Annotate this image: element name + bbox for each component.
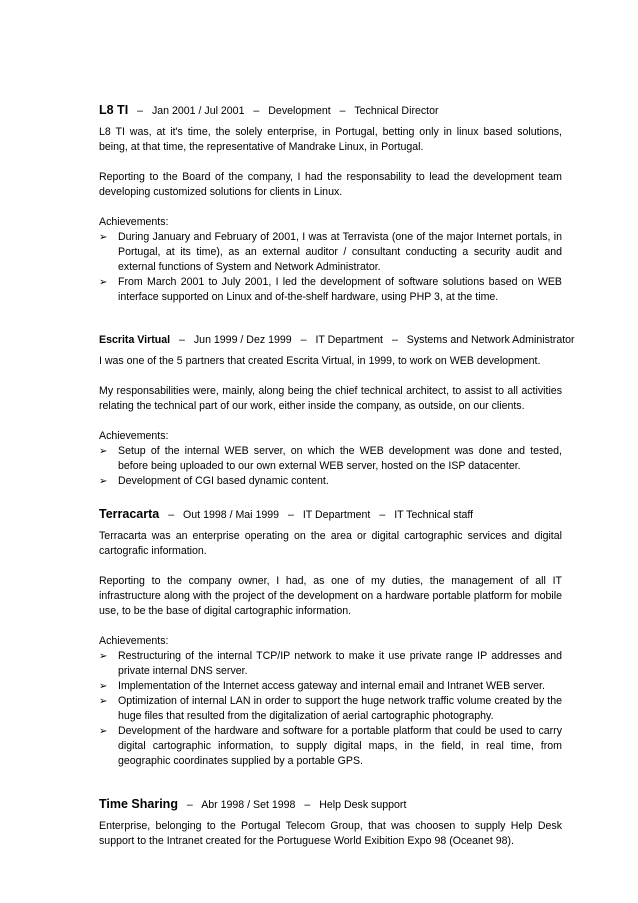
arrow-bullet-icon: ➢: [99, 232, 108, 243]
job-entry-time-sharing: [99, 797, 562, 849]
job-department: IT Department: [302, 509, 371, 521]
resume-content: [99, 103, 575, 867]
achievements-label: Achievements:: [99, 216, 169, 228]
achievements-list: [99, 230, 562, 305]
achievements-list: [99, 444, 562, 489]
job-entry-l8ti: [99, 103, 562, 305]
company-name: L8 TI: [99, 103, 129, 117]
job-department: Development: [268, 105, 331, 117]
job-department: IT Department: [315, 334, 383, 346]
job-entry-terracarta: [99, 507, 562, 769]
job-description: My responsabilities were, mainly, along being the chief technical architect, to assist to all activities relating the technical part of our work, either inside the company, as outside, on our clients.: [99, 385, 562, 412]
list-item: ➢ Optimization of internal LAN in order to support the huge network traffic volume created by the huge files that resulted from the digitalization of aerial cartographic photography.: [99, 695, 562, 722]
job-header: [99, 797, 562, 813]
job-period: Out 1998 / Mai 1999: [183, 509, 280, 521]
separator: –: [168, 509, 175, 521]
job-description: Terracarta was an enterprise operating on the area or digital cartographic services and digital cartografic information.: [99, 530, 562, 557]
list-item: ➢ Implementation of the Internet access gateway and internal email and Intranet WEB server.: [99, 680, 545, 692]
job-title: Help Desk support: [319, 799, 407, 811]
list-item: ➢ Development of the hardware and software for a portable platform that could be used to carry digital cartographic information, to supply digital maps, in the field, in real time, from geographic coordinates supplied by a portable GPS.: [99, 725, 562, 767]
job-period: Jun 1999 / Dez 1999: [193, 334, 292, 346]
arrow-bullet-icon: ➢: [99, 681, 108, 692]
job-period: Abr 1998 / Set 1998: [201, 799, 296, 811]
list-item: ➢ From March 2001 to July 2001, I led the development of software solutions based on WEB interface supported on Linux and of-the-shelf hardware, using PHP 3, at the time.: [99, 276, 562, 303]
list-item: ➢ Setup of the internal WEB server, on which the WEB development was done and tested, before being uploaded to our own external WEB server, hosted on the ISP datacenter.: [99, 445, 562, 472]
separator: –: [253, 105, 260, 117]
list-item: ➢ During January and February of 2001, I was at Terravista (one of the major Internet portals, in Portugal, at its time), as an external auditor / consultant conducting a security audit and external functions of System and Network Administrator.: [99, 231, 562, 273]
company-name: Terracarta: [99, 507, 160, 521]
separator: –: [186, 799, 193, 811]
arrow-bullet-icon: ➢: [99, 277, 108, 288]
achievements-label: Achievements:: [99, 430, 169, 442]
arrow-bullet-icon: ➢: [99, 446, 108, 457]
separator: –: [137, 105, 144, 117]
company-name: Escrita Virtual: [99, 334, 171, 346]
job-title: IT Technical staff: [394, 509, 474, 521]
job-description: Enterprise, belonging to the Portugal Telecom Group, that was choosen to supply Help Desk support to the Intranet created for the Portuguese World Exibition Expo 98 (Oceanet 98).: [99, 820, 562, 847]
job-title: Systems and Network Administrator: [406, 334, 575, 346]
job-entry-escrita-virtual: [99, 333, 575, 489]
arrow-bullet-icon: ➢: [99, 726, 108, 737]
separator: –: [379, 509, 386, 521]
separator: –: [300, 334, 307, 346]
list-item: ➢ Development of CGI based dynamic content.: [99, 475, 329, 487]
achievements-list: [99, 649, 562, 769]
achievements-label: Achievements:: [99, 635, 169, 647]
arrow-bullet-icon: ➢: [99, 696, 108, 707]
job-description: I was one of the 5 partners that created Escrita Virtual, in 1999, to work on WEB development.: [99, 355, 541, 367]
list-item: ➢ Restructuring of the internal TCP/IP network to make it use private range IP addresses and private internal DNS server.: [99, 650, 562, 677]
job-header: [99, 103, 562, 119]
company-name: Time Sharing: [99, 797, 178, 811]
job-description: L8 TI was, at it's time, the solely enterprise, in Portugal, betting only in linux based solutions, being, at that time, the representative of Mandrake Linux, in Portugal.: [99, 126, 562, 153]
job-description: Reporting to the company owner, I had, as one of my duties, the management of all IT infrastructure along with the project of the development on a hardware portable platform for mobile use, to be the base of digital cartographic information.: [99, 575, 562, 617]
arrow-bullet-icon: ➢: [99, 651, 108, 662]
separator: –: [339, 105, 346, 117]
separator: –: [179, 334, 185, 346]
job-header: [99, 507, 562, 523]
separator: –: [391, 334, 398, 346]
job-title: Technical Director: [354, 105, 439, 117]
job-header: [99, 333, 575, 348]
separator: –: [288, 509, 294, 521]
job-description: Reporting to the Board of the company, I had the responsability to lead the development team developing customized solutions for clients in Linux.: [99, 171, 562, 198]
separator: –: [304, 799, 311, 811]
job-period: Jan 2001 / Jul 2001: [151, 105, 245, 117]
arrow-bullet-icon: ➢: [99, 476, 108, 487]
